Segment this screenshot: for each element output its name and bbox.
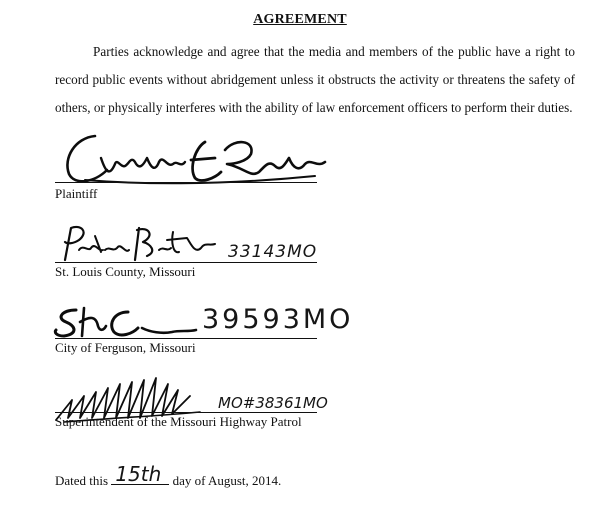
plaintiff-signature-line [55, 182, 317, 183]
agreement-title: AGREEMENT [253, 12, 347, 27]
dated-prefix: Dated this [55, 473, 109, 488]
city-of-ferguson-caption: City of Ferguson, Missouri [55, 340, 196, 355]
city-of-ferguson-signature-line [55, 338, 317, 339]
agreement-paragraph: Parties acknowledge and agree that the media and members of the public have a right to record public events without abridgement unless it obstructs the activity or threatens the safety of others, or physically interferes with the ability of law enforcement officers to perform their duties. [55, 44, 575, 115]
city-of-ferguson-signature [50, 302, 200, 342]
highway-patrol-signature-line [55, 412, 317, 413]
city-of-ferguson-handwritten-number: 39593MO [202, 304, 354, 335]
dated-day-handwritten: 15th [115, 462, 162, 486]
st-louis-county-caption: St. Louis County, Missouri [55, 264, 196, 279]
st-louis-county-handwritten-number: 33143MO [228, 242, 318, 262]
highway-patrol-caption: Superintendent of the Missouri Highway Patrol [55, 414, 302, 429]
dated-suffix: day of August, 2014. [172, 473, 282, 488]
highway-patrol-handwritten-number: MO#38361MO [218, 394, 328, 412]
plaintiff-caption: Plaintiff [55, 186, 98, 201]
st-louis-county-signature [55, 222, 225, 266]
dated-line [55, 462, 282, 489]
st-louis-county-signature-line [55, 262, 317, 263]
dated-day-blank [111, 462, 169, 486]
